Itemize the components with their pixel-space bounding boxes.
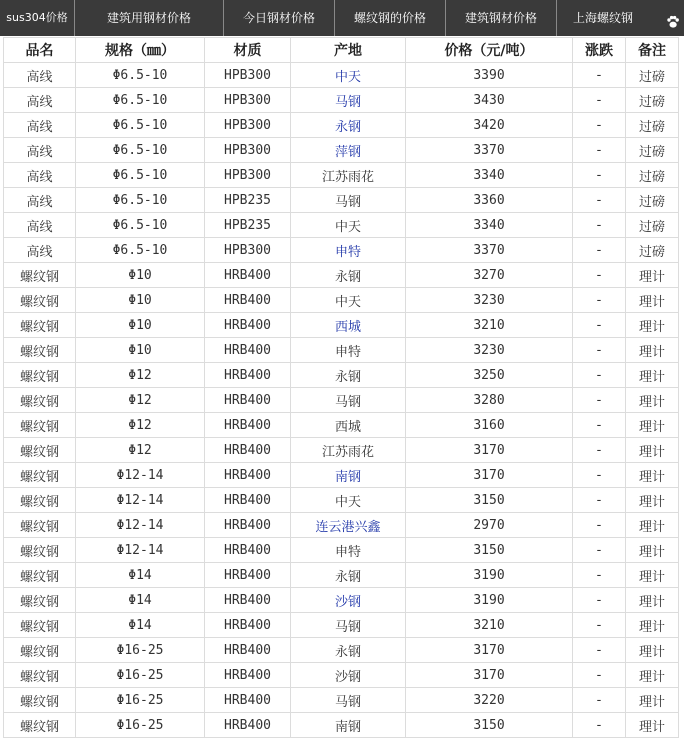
cell-price: 3150 — [406, 488, 573, 513]
cell-spec: Φ6.5-10 — [76, 88, 205, 113]
table-row — [4, 338, 679, 363]
cell-price: 3230 — [406, 288, 573, 313]
cell-change: - — [573, 338, 626, 363]
cell-origin: 马钢 — [291, 613, 406, 638]
cell-material: HRB400 — [205, 713, 291, 738]
cell-spec: Φ6.5-10 — [76, 213, 205, 238]
origin-link[interactable]: 西城 — [291, 313, 406, 338]
table-row — [4, 663, 679, 688]
cell-note: 理计 — [626, 363, 679, 388]
cell-note: 理计 — [626, 288, 679, 313]
cell-product: 高线 — [4, 138, 76, 163]
cell-note: 理计 — [626, 713, 679, 738]
cell-change: - — [573, 463, 626, 488]
cell-spec: Φ12-14 — [76, 463, 205, 488]
cell-note: 过磅 — [626, 238, 679, 263]
cell-note: 理计 — [626, 563, 679, 588]
nav-item-sus304-price[interactable]: sus304价格 — [0, 0, 75, 36]
origin-link[interactable]: 马钢 — [291, 88, 406, 113]
top-nav — [0, 0, 684, 36]
cell-change: - — [573, 713, 626, 738]
table-row — [4, 88, 679, 113]
cell-price: 3210 — [406, 613, 573, 638]
cell-product: 螺纹钢 — [4, 488, 76, 513]
cell-note: 理计 — [626, 638, 679, 663]
header-product: 品名 — [4, 38, 76, 63]
cell-note: 理计 — [626, 313, 679, 338]
cell-note: 理计 — [626, 263, 679, 288]
cell-price: 3370 — [406, 238, 573, 263]
cell-spec: Φ12-14 — [76, 538, 205, 563]
cell-product: 螺纹钢 — [4, 263, 76, 288]
cell-spec: Φ10 — [76, 288, 205, 313]
cell-product: 螺纹钢 — [4, 463, 76, 488]
cell-note: 理计 — [626, 613, 679, 638]
cell-product: 高线 — [4, 163, 76, 188]
table-row — [4, 263, 679, 288]
cell-product: 螺纹钢 — [4, 288, 76, 313]
cell-material: HRB400 — [205, 263, 291, 288]
cell-spec: Φ6.5-10 — [76, 238, 205, 263]
cell-material: HRB400 — [205, 688, 291, 713]
cell-spec: Φ14 — [76, 588, 205, 613]
cell-note: 理计 — [626, 663, 679, 688]
cell-change: - — [573, 313, 626, 338]
cell-change: - — [573, 688, 626, 713]
origin-link[interactable]: 申特 — [291, 238, 406, 263]
cell-material: HPB300 — [205, 88, 291, 113]
cell-product: 螺纹钢 — [4, 713, 76, 738]
cell-material: HRB400 — [205, 513, 291, 538]
cell-note: 过磅 — [626, 138, 679, 163]
cell-price: 3370 — [406, 138, 573, 163]
cell-note: 过磅 — [626, 163, 679, 188]
cell-note: 理计 — [626, 438, 679, 463]
cell-price: 2970 — [406, 513, 573, 538]
cell-product: 螺纹钢 — [4, 388, 76, 413]
cell-origin: 马钢 — [291, 188, 406, 213]
cell-change: - — [573, 638, 626, 663]
cell-spec: Φ6.5-10 — [76, 113, 205, 138]
header-material: 材质 — [205, 38, 291, 63]
header-change: 涨跌 — [573, 38, 626, 63]
cell-note: 理计 — [626, 488, 679, 513]
table-row — [4, 163, 679, 188]
cell-material: HRB400 — [205, 563, 291, 588]
cell-spec: Φ6.5-10 — [76, 163, 205, 188]
cell-note: 理计 — [626, 588, 679, 613]
nav-item-rebar-price[interactable]: 螺纹钢的价格 — [335, 0, 446, 36]
cell-spec: Φ6.5-10 — [76, 63, 205, 88]
cell-origin: 沙钢 — [291, 663, 406, 688]
table-row — [4, 463, 679, 488]
table-row — [4, 113, 679, 138]
cell-material: HRB400 — [205, 363, 291, 388]
table-row — [4, 188, 679, 213]
table-row — [4, 538, 679, 563]
cell-product: 螺纹钢 — [4, 638, 76, 663]
cell-price: 3170 — [406, 463, 573, 488]
cell-spec: Φ12 — [76, 363, 205, 388]
cell-product: 螺纹钢 — [4, 613, 76, 638]
cell-origin: 中天 — [291, 288, 406, 313]
table-row — [4, 488, 679, 513]
cell-origin: 申特 — [291, 338, 406, 363]
cell-price: 3150 — [406, 713, 573, 738]
cell-note: 过磅 — [626, 113, 679, 138]
cell-product: 螺纹钢 — [4, 513, 76, 538]
table-row — [4, 713, 679, 738]
cell-spec: Φ16-25 — [76, 713, 205, 738]
cell-origin: 南钢 — [291, 713, 406, 738]
cell-spec: Φ12 — [76, 438, 205, 463]
cell-product: 螺纹钢 — [4, 563, 76, 588]
cell-product: 高线 — [4, 63, 76, 88]
cell-price: 3340 — [406, 213, 573, 238]
cell-material: HPB300 — [205, 63, 291, 88]
cell-change: - — [573, 163, 626, 188]
table-row — [4, 688, 679, 713]
cell-spec: Φ6.5-10 — [76, 138, 205, 163]
cell-material: HRB400 — [205, 638, 291, 663]
cell-origin: 中天 — [291, 213, 406, 238]
cell-material: HPB300 — [205, 238, 291, 263]
cell-material: HPB235 — [205, 213, 291, 238]
cell-note: 理计 — [626, 413, 679, 438]
cell-price: 3170 — [406, 438, 573, 463]
table-row — [4, 213, 679, 238]
table-row — [4, 63, 679, 88]
cell-price: 3190 — [406, 563, 573, 588]
cell-change: - — [573, 188, 626, 213]
origin-link[interactable]: 中天 — [291, 63, 406, 88]
nav-item-construction-steel-price[interactable]: 建筑钢材价格 — [446, 0, 557, 36]
cell-spec: Φ6.5-10 — [76, 188, 205, 213]
nav-item-shanghai-rebar-label: 上海螺纹钢 — [573, 11, 634, 25]
cell-spec: Φ14 — [76, 613, 205, 638]
nav-item-today-steel-price[interactable]: 今日钢材价格 — [224, 0, 335, 36]
cell-material: HPB300 — [205, 138, 291, 163]
header-note: 备注 — [626, 38, 679, 63]
cell-spec: Φ10 — [76, 313, 205, 338]
cell-price: 3220 — [406, 688, 573, 713]
cell-change: - — [573, 363, 626, 388]
cell-spec: Φ10 — [76, 338, 205, 363]
cell-product: 螺纹钢 — [4, 413, 76, 438]
cell-origin: 申特 — [291, 538, 406, 563]
cell-material: HRB400 — [205, 288, 291, 313]
table-row — [4, 363, 679, 388]
cell-product: 螺纹钢 — [4, 538, 76, 563]
cell-note: 理计 — [626, 388, 679, 413]
cell-note: 理计 — [626, 338, 679, 363]
header-origin: 产地 — [291, 38, 406, 63]
cell-price: 3230 — [406, 338, 573, 363]
table-row — [4, 563, 679, 588]
cell-change: - — [573, 488, 626, 513]
table-row — [4, 388, 679, 413]
cell-price: 3430 — [406, 88, 573, 113]
origin-link[interactable]: 永钢 — [291, 113, 406, 138]
nav-item-shanghai-rebar[interactable] — [557, 0, 684, 36]
cell-change: - — [573, 588, 626, 613]
cell-product: 螺纹钢 — [4, 438, 76, 463]
cell-change: - — [573, 613, 626, 638]
origin-link[interactable]: 萍钢 — [291, 138, 406, 163]
cell-price: 3360 — [406, 188, 573, 213]
cell-change: - — [573, 238, 626, 263]
cell-change: - — [573, 63, 626, 88]
nav-item-building-steel-price[interactable]: 建筑用钢材价格 — [75, 0, 224, 36]
cell-price: 3150 — [406, 538, 573, 563]
cell-price: 3160 — [406, 413, 573, 438]
cell-change: - — [573, 513, 626, 538]
cell-spec: Φ14 — [76, 563, 205, 588]
header-price: 价格（元/吨） — [406, 38, 573, 63]
cell-change: - — [573, 213, 626, 238]
cell-spec: Φ12 — [76, 388, 205, 413]
table-row — [4, 413, 679, 438]
cell-spec: Φ12-14 — [76, 513, 205, 538]
paw-icon — [666, 15, 680, 29]
cell-origin: 西城 — [291, 413, 406, 438]
cell-material: HPB235 — [205, 188, 291, 213]
cell-change: - — [573, 138, 626, 163]
cell-price: 3210 — [406, 313, 573, 338]
cell-origin: 永钢 — [291, 263, 406, 288]
table-row — [4, 288, 679, 313]
cell-material: HRB400 — [205, 388, 291, 413]
cell-material: HRB400 — [205, 338, 291, 363]
cell-price: 3270 — [406, 263, 573, 288]
cell-material: HRB400 — [205, 463, 291, 488]
cell-product: 螺纹钢 — [4, 363, 76, 388]
table-row — [4, 613, 679, 638]
cell-product: 高线 — [4, 113, 76, 138]
cell-note: 理计 — [626, 688, 679, 713]
cell-change: - — [573, 538, 626, 563]
cell-product: 高线 — [4, 213, 76, 238]
cell-material: HRB400 — [205, 663, 291, 688]
cell-material: HRB400 — [205, 538, 291, 563]
cell-product: 螺纹钢 — [4, 663, 76, 688]
cell-material: HPB300 — [205, 163, 291, 188]
cell-price: 3190 — [406, 588, 573, 613]
table-row — [4, 313, 679, 338]
cell-change: - — [573, 263, 626, 288]
cell-note: 过磅 — [626, 63, 679, 88]
cell-product: 螺纹钢 — [4, 338, 76, 363]
cell-origin: 马钢 — [291, 388, 406, 413]
cell-change: - — [573, 113, 626, 138]
cell-material: HRB400 — [205, 613, 291, 638]
cell-note: 过磅 — [626, 188, 679, 213]
cell-product: 高线 — [4, 88, 76, 113]
cell-product: 螺纹钢 — [4, 688, 76, 713]
cell-note: 理计 — [626, 513, 679, 538]
price-table — [3, 37, 679, 738]
cell-origin: 江苏雨花 — [291, 438, 406, 463]
cell-spec: Φ16-25 — [76, 638, 205, 663]
origin-link[interactable]: 沙钢 — [291, 588, 406, 613]
cell-change: - — [573, 88, 626, 113]
cell-material: HRB400 — [205, 588, 291, 613]
cell-origin: 永钢 — [291, 638, 406, 663]
cell-spec: Φ16-25 — [76, 688, 205, 713]
cell-change: - — [573, 388, 626, 413]
origin-link[interactable]: 南钢 — [291, 463, 406, 488]
header-spec: 规格（㎜） — [76, 38, 205, 63]
cell-price: 3340 — [406, 163, 573, 188]
cell-origin: 江苏雨花 — [291, 163, 406, 188]
origin-link[interactable]: 连云港兴鑫 — [291, 513, 406, 538]
table-row — [4, 513, 679, 538]
cell-change: - — [573, 413, 626, 438]
table-row — [4, 138, 679, 163]
cell-origin: 中天 — [291, 488, 406, 513]
cell-spec: Φ10 — [76, 263, 205, 288]
cell-change: - — [573, 563, 626, 588]
table-row — [4, 238, 679, 263]
cell-product: 螺纹钢 — [4, 588, 76, 613]
cell-price: 3420 — [406, 113, 573, 138]
cell-price: 3170 — [406, 663, 573, 688]
cell-spec: Φ12-14 — [76, 488, 205, 513]
cell-material: HRB400 — [205, 488, 291, 513]
cell-material: HRB400 — [205, 313, 291, 338]
cell-material: HRB400 — [205, 438, 291, 463]
cell-origin: 永钢 — [291, 563, 406, 588]
cell-price: 3390 — [406, 63, 573, 88]
table-row — [4, 438, 679, 463]
table-header-row — [4, 38, 679, 63]
cell-price: 3280 — [406, 388, 573, 413]
cell-spec: Φ16-25 — [76, 663, 205, 688]
table-row — [4, 638, 679, 663]
cell-product: 高线 — [4, 188, 76, 213]
cell-note: 理计 — [626, 463, 679, 488]
cell-price: 3170 — [406, 638, 573, 663]
cell-material: HPB300 — [205, 113, 291, 138]
cell-spec: Φ12 — [76, 413, 205, 438]
cell-material: HRB400 — [205, 413, 291, 438]
cell-product: 螺纹钢 — [4, 313, 76, 338]
cell-note: 过磅 — [626, 213, 679, 238]
cell-note: 理计 — [626, 538, 679, 563]
cell-origin: 马钢 — [291, 688, 406, 713]
cell-note: 过磅 — [626, 88, 679, 113]
cell-origin: 永钢 — [291, 363, 406, 388]
cell-product: 高线 — [4, 238, 76, 263]
cell-change: - — [573, 288, 626, 313]
table-row — [4, 588, 679, 613]
cell-change: - — [573, 663, 626, 688]
cell-change: - — [573, 438, 626, 463]
cell-price: 3250 — [406, 363, 573, 388]
